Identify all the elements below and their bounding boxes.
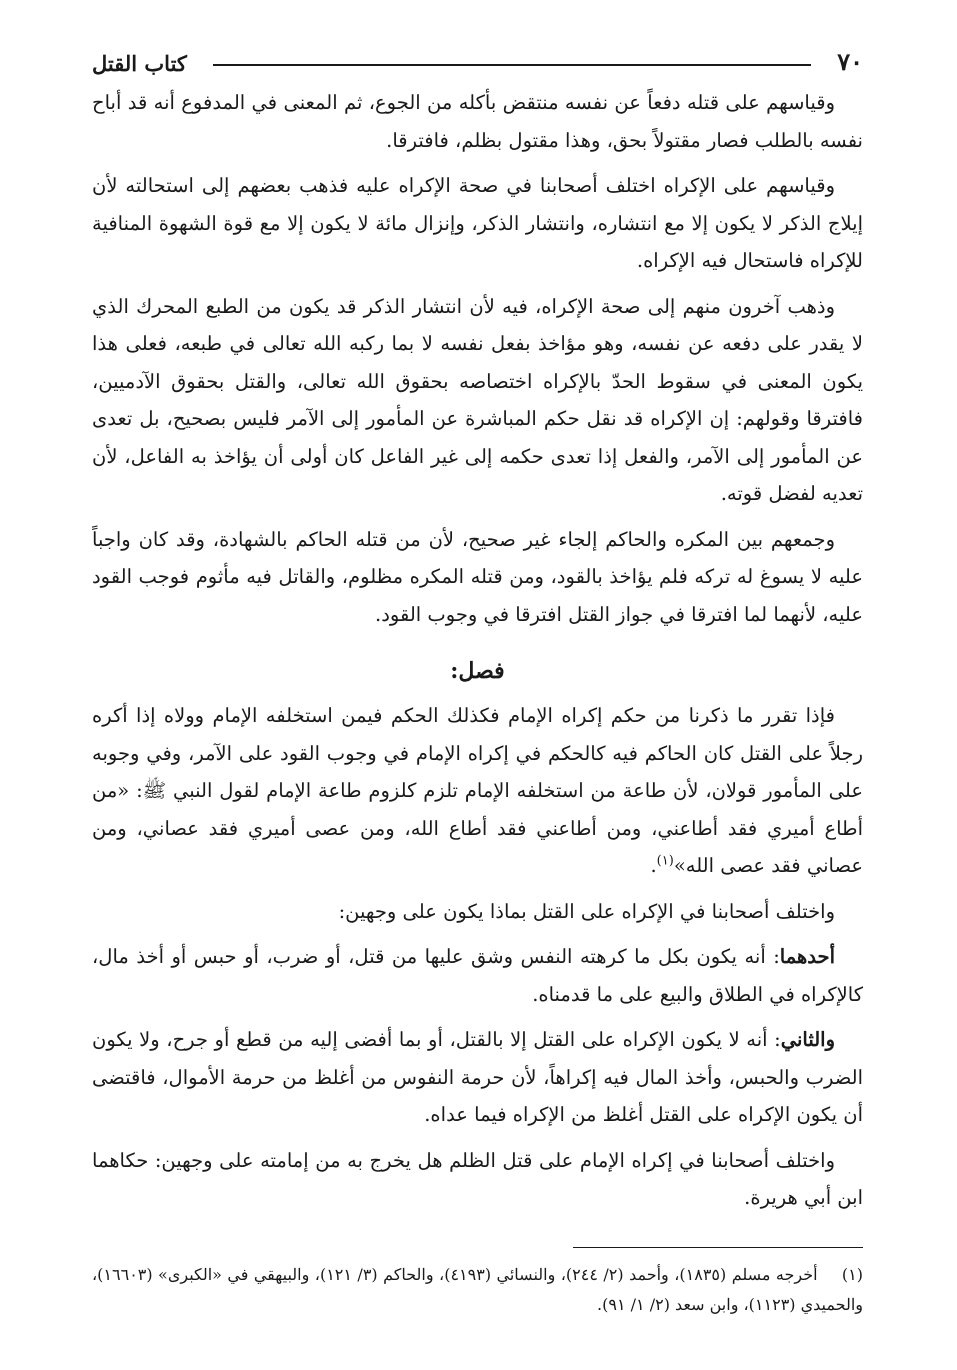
paragraph-4: وجمعهم بين المكره والحاكم إلجاء غير صحيح، لأن من قتله الحاكم بالشهادة، وقد كان واجباً عليه لا يسوغ له تركه فلم يؤاخذ بالقود، ومن قتله المكره مظلوم، والقاتل فيه مأثوم فوجب القود عليه، لأنهما لما افترقا في جواز القتل افترقا في وجوب القود. bbox=[92, 527, 863, 626]
paragraph-6: واختلف أصحابنا في الإكراه على القتل بماذا يكون على وجهين: bbox=[338, 899, 835, 923]
footnote-reference: (١) bbox=[656, 853, 674, 869]
footnote-number: (١) bbox=[841, 1264, 864, 1284]
paragraph-8-text: : أنه لا يكون الإكراه على القتل إلا بالقتل، أو بما أفضى إليه من قطع أو جرح، ولا يكون الضرب والحبس، وأخذ المال فيه إكراهاً، لأن حرمة النفوس من أغلظ من حرمة الأموال، فاقتضى أن يكون الإكراه على القتل أغلظ من الإكراه فيما عداه. bbox=[92, 1028, 863, 1126]
header-rule bbox=[213, 64, 811, 66]
running-title: كتاب القتل bbox=[92, 51, 187, 76]
paragraph-2: وقياسهم على الإكراه اختلف أصحابنا في صحة الإكراه عليه فذهب بعضهم إلى استحالته لأن إيلاج الذكر لا يكون إلا مع انتشاره، وانتشار الذكر، وإنزال مائة لا يكون إلا مع قوة الشهوة المنافية للإكراه فاستحال فيه الإكراه. bbox=[92, 174, 863, 272]
paragraph-5-text: فإذا تقرر ما ذكرنا من حكم إكراه الإمام فكذلك الحكم فيمن استخلفه الإمام وولاه إذا أكره رجلاً على القتل كان الحاكم فيه كالحكم في إكراه الإمام في وجوب القود على الآمر، وفي وجوبه على المأمور قولان، لأن طاعة من استخلفه الإمام تلزم كلزوم طاعة الإمام لقول النبي ﷺ: «من أطاع أميري فقد أطاعني، ومن أطاعني فقد أطاع الله، ومن عصى أميري فقد عصاني، ومن عصاني فقد عصى الله» bbox=[92, 704, 863, 877]
paragraph-5-end: . bbox=[650, 854, 657, 877]
paragraph-8-lead: والثاني bbox=[780, 1028, 835, 1051]
page-header bbox=[92, 38, 863, 74]
paragraph-7-lead: أحدهما bbox=[779, 945, 835, 968]
paragraph-7 bbox=[92, 938, 863, 1013]
footnote-rule bbox=[573, 1247, 863, 1248]
paragraph-5 bbox=[92, 697, 863, 885]
paragraph-8 bbox=[92, 1021, 863, 1134]
paragraph-7-text: : أنه يكون بكل ما كرهته النفس وشق عليها من قتل، أو ضرب، أو حبس أو أخذ مال، كالإكراه في الطلاق والبيع على ما قدمناه. bbox=[92, 945, 863, 1006]
footnote bbox=[92, 1260, 863, 1320]
paragraph-3: وذهب آخرون منهم إلى صحة الإكراه، فيه لأن انتشار الذكر قد يكون من الطبع المحرك الذي لا يقدر على دفعه عن نفسه، وهو مؤاخذ بفعل نفسه لا بما ركبه الله تعالى في طبعه، فعلى هذا يكون المعنى في سقوط الحدّ بالإكراه اختصاصه بحقوق الله تعالى، والقتل بحقوق الآدميين، فافترقا وقولهم: إن الإكراه قد نقل حكم المباشرة عن المأمور إلى الآمر فليس بصحيح، بل تعدى عن المأمور إلى الآمر، والفعل إذا تعدى حكمه إلى غير الفاعل كان أولى أن يؤاخذ به الفاعل، لأن تعديه لفضل قوته. bbox=[92, 294, 863, 505]
page-number: ٧٠ bbox=[837, 47, 863, 76]
footnote-text: أخرجه مسلم (١٨٣٥)، وأحمد (٢/ ٢٤٤)، والنسائي (٤١٩٣)، والحاكم (٣/ ١٢١)، والبيهقي في «الكبرى» (١٦٦٠٣)، والحميدي (١١٢٣)، وابن سعد (٢/ ١/ ٩١). bbox=[92, 1264, 863, 1314]
paragraph-9: واختلف أصحابنا في إكراه الإمام على قتل الظلم هل يخرج به من إمامته على وجهين: حكاهما ابن أبي هريرة. bbox=[92, 1148, 863, 1209]
paragraph-1: وقياسهم على قتله دفعاً عن نفسه منتقض بأكله من الجوع، ثم المعنى في المدفوع أنه قد أباح نفسه بالطلب فصار مقتولاً بحق، وهذا مقتول بظلم، فافترقا. bbox=[92, 91, 863, 152]
main-text bbox=[92, 84, 863, 1217]
section-heading: فصل: bbox=[450, 658, 505, 684]
